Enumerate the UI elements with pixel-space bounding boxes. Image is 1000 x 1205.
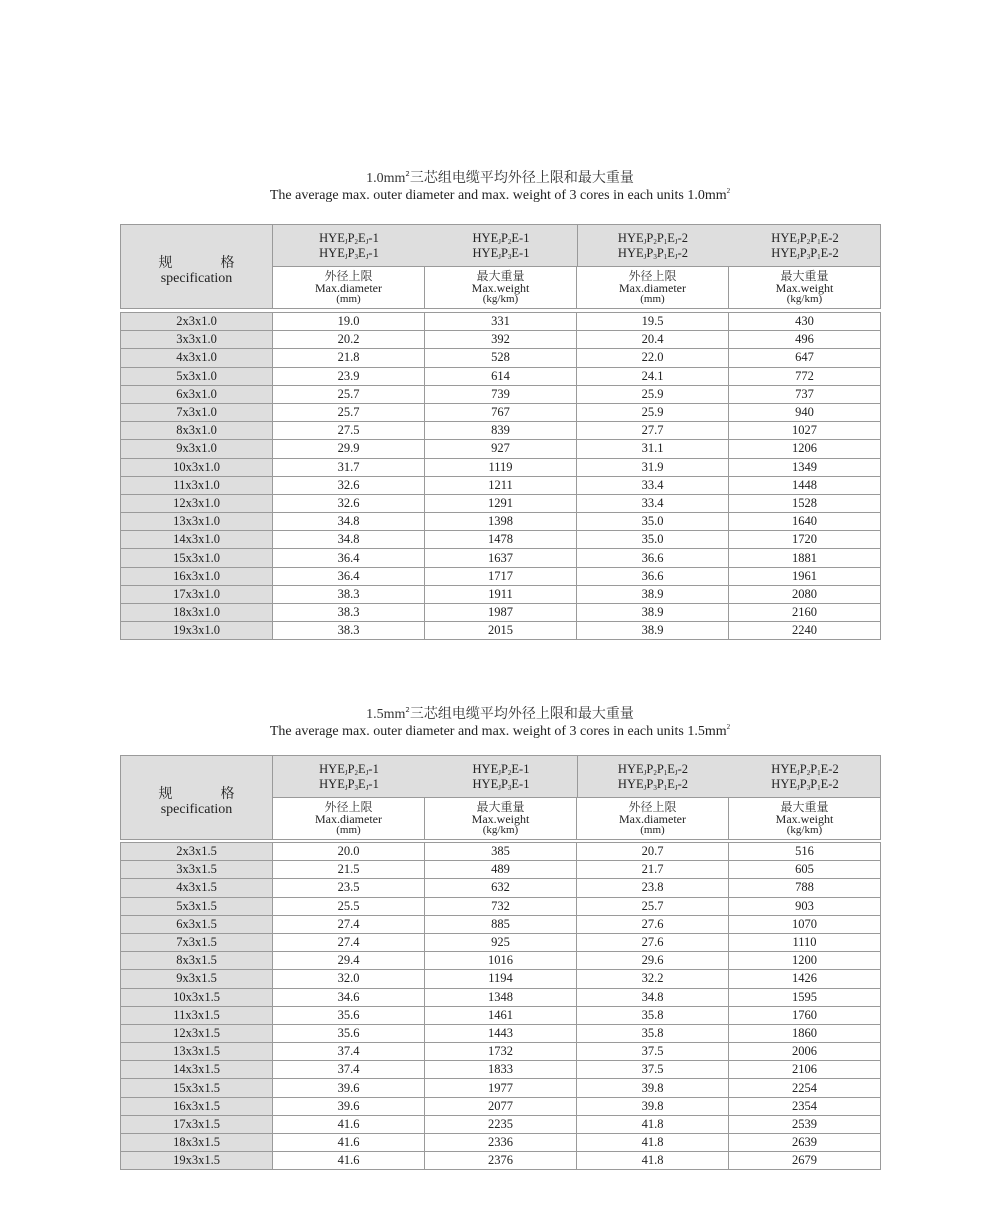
unit-cn: 外径上限	[324, 800, 373, 814]
diameter-cell: 35.0	[577, 531, 729, 549]
weight-cell: 1961	[729, 567, 881, 585]
spec-cell: 12x3x1.5	[121, 1024, 273, 1042]
table-row	[121, 1152, 881, 1170]
diameter-cell: 25.5	[273, 897, 425, 915]
spec-cell: 19x3x1.5	[121, 1152, 273, 1170]
diameter-cell: 25.7	[273, 385, 425, 403]
weight-cell: 331	[425, 313, 577, 331]
diameter-cell: 23.8	[577, 879, 729, 897]
table-header	[120, 224, 881, 309]
unit-header-2	[425, 798, 577, 839]
table-row	[121, 970, 881, 988]
weight-cell: 2077	[425, 1097, 577, 1115]
diameter-cell: 41.6	[273, 1134, 425, 1152]
weight-cell: 927	[425, 440, 577, 458]
spec-cell: 19x3x1.0	[121, 622, 273, 640]
spec-cell: 17x3x1.0	[121, 585, 273, 603]
weight-cell: 1987	[425, 604, 577, 622]
spec-cell: 8x3x1.0	[121, 422, 273, 440]
diameter-cell: 35.6	[273, 1024, 425, 1042]
diameter-cell: 37.4	[273, 1043, 425, 1061]
table-row	[121, 897, 881, 915]
diameter-cell: 39.8	[577, 1097, 729, 1115]
spec-cell: 11x3x1.0	[121, 476, 273, 494]
weight-cell: 1443	[425, 1024, 577, 1042]
spec-en: specification	[160, 802, 233, 817]
table-row	[121, 1006, 881, 1024]
weight-cell: 1349	[729, 458, 881, 476]
diameter-cell: 35.0	[577, 513, 729, 531]
weight-cell: 2354	[729, 1097, 881, 1115]
title-sup: 2	[405, 706, 410, 714]
table-title-cn	[0, 706, 1000, 723]
table-section-1p5	[0, 706, 1000, 740]
spec-cell: 11x3x1.5	[121, 1006, 273, 1024]
weight-cell: 2160	[729, 604, 881, 622]
spec-cell: 13x3x1.5	[121, 1043, 273, 1061]
diameter-cell: 27.5	[273, 422, 425, 440]
table-title-cn	[0, 170, 1000, 187]
weight-cell: 1595	[729, 988, 881, 1006]
title-sup: 2	[405, 170, 410, 178]
weight-cell: 1348	[425, 988, 577, 1006]
model-header-1: $HYE_JP_2E_J-1$ $HYE_JP_3E_J-1$	[319, 231, 379, 261]
table-body	[120, 312, 881, 640]
diameter-cell: 25.9	[577, 385, 729, 403]
weight-cell: 2254	[729, 1079, 881, 1097]
unit-kgkm: (kg/km)	[786, 824, 823, 836]
table-body	[120, 842, 881, 1170]
model-header-4: $HYE_JP_2P_1E-2$ $HYE_JP_3P_1E-2$	[771, 762, 839, 792]
table-row	[121, 549, 881, 567]
diameter-cell: 36.4	[273, 567, 425, 585]
weight-cell: 1911	[425, 585, 577, 603]
diameter-cell: 29.6	[577, 952, 729, 970]
weight-cell: 1200	[729, 952, 881, 970]
unit-kgkm: (kg/km)	[482, 293, 519, 305]
unit-mm: (mm)	[640, 293, 665, 305]
table-row	[121, 915, 881, 933]
spec-cell: 15x3x1.0	[121, 549, 273, 567]
unit-cn: 外径上限	[628, 269, 677, 283]
unit-header-3	[577, 267, 729, 308]
spec-cn-1: 规	[158, 255, 173, 271]
unit-mm: (mm)	[640, 824, 665, 836]
diameter-cell: 29.9	[273, 440, 425, 458]
diameter-cell: 36.4	[273, 549, 425, 567]
table-row	[121, 861, 881, 879]
diameter-cell: 25.7	[577, 897, 729, 915]
weight-cell: 1760	[729, 1006, 881, 1024]
diameter-cell: 38.9	[577, 604, 729, 622]
diameter-cell: 27.6	[577, 933, 729, 951]
diameter-cell: 34.8	[577, 988, 729, 1006]
spec-cell: 7x3x1.0	[121, 403, 273, 421]
spec-cn-2: 格	[220, 255, 235, 271]
spec-cell: 5x3x1.5	[121, 897, 273, 915]
weight-cell: 392	[425, 331, 577, 349]
weight-cell: 1110	[729, 933, 881, 951]
unit-header-4	[729, 798, 880, 839]
weight-cell: 528	[425, 349, 577, 367]
diameter-cell: 35.8	[577, 1024, 729, 1042]
table-row	[121, 1061, 881, 1079]
weight-cell: 737	[729, 385, 881, 403]
diameter-cell: 27.4	[273, 915, 425, 933]
diameter-cell: 25.9	[577, 403, 729, 421]
table-row	[121, 440, 881, 458]
unit-mm: (mm)	[336, 293, 361, 305]
diameter-cell: 37.4	[273, 1061, 425, 1079]
weight-cell: 1461	[425, 1006, 577, 1024]
diameter-cell: 31.9	[577, 458, 729, 476]
spec-cell: 14x3x1.0	[121, 531, 273, 549]
weight-cell: 496	[729, 331, 881, 349]
unit-header-row	[273, 267, 880, 308]
title-size: 1.5mm	[366, 707, 406, 722]
unit-cn: 最大重量	[476, 269, 525, 283]
spec-cell: 18x3x1.5	[121, 1134, 273, 1152]
weight-cell: 739	[425, 385, 577, 403]
diameter-cell: 39.6	[273, 1097, 425, 1115]
diameter-cell: 32.0	[273, 970, 425, 988]
weight-cell: 788	[729, 879, 881, 897]
table-row	[121, 367, 881, 385]
diameter-cell: 39.8	[577, 1079, 729, 1097]
unit-kgkm: (kg/km)	[786, 293, 823, 305]
weight-cell: 489	[425, 861, 577, 879]
weight-cell: 1881	[729, 549, 881, 567]
model-header-3: $HYE_JP_2P_1E_J-2$ $HYE_JP_3P_1E_J-2$	[617, 231, 689, 261]
table-row	[121, 843, 881, 861]
spec-cell: 5x3x1.0	[121, 367, 273, 385]
spec-cell: 14x3x1.5	[121, 1061, 273, 1079]
table-row	[121, 1115, 881, 1133]
unit-header-row	[273, 798, 880, 839]
diameter-cell: 38.3	[273, 604, 425, 622]
weight-cell: 2376	[425, 1152, 577, 1170]
weight-cell: 647	[729, 349, 881, 367]
table-row	[121, 513, 881, 531]
title-cn-text: 三芯组电缆平均外径上限和最大重量	[409, 706, 634, 722]
weight-cell: 2336	[425, 1134, 577, 1152]
diameter-cell: 37.5	[577, 1043, 729, 1061]
weight-cell: 903	[729, 897, 881, 915]
unit-mm: (mm)	[336, 824, 361, 836]
weight-cell: 767	[425, 403, 577, 421]
weight-cell: 1448	[729, 476, 881, 494]
spec-cell: 13x3x1.0	[121, 513, 273, 531]
table-row	[121, 933, 881, 951]
weight-cell: 1398	[425, 513, 577, 531]
unit-en: Max.diameter	[619, 281, 686, 295]
table-row	[121, 879, 881, 897]
model-header-1: $HYE_JP_2E_J-1$ $HYE_JP_3E_J-1$	[319, 762, 379, 792]
diameter-cell: 36.6	[577, 567, 729, 585]
table-row	[121, 313, 881, 331]
diameter-cell: 32.6	[273, 476, 425, 494]
weight-cell: 1860	[729, 1024, 881, 1042]
weight-cell: 2235	[425, 1115, 577, 1133]
diameter-cell: 23.9	[273, 367, 425, 385]
model-header-2: $HYE_JP_2E-1$ $HYE_JP_3E-1$	[472, 762, 530, 792]
table-row	[121, 385, 881, 403]
spec-cn-1: 规	[158, 786, 173, 802]
diameter-cell: 41.8	[577, 1115, 729, 1133]
unit-header-1	[273, 798, 425, 839]
table-row	[121, 622, 881, 640]
table-row	[121, 403, 881, 421]
unit-cn: 最大重量	[780, 800, 829, 814]
spec-cell: 2x3x1.0	[121, 313, 273, 331]
weight-cell: 1977	[425, 1079, 577, 1097]
spec-cell: 8x3x1.5	[121, 952, 273, 970]
unit-header-4	[729, 267, 880, 308]
table-header	[120, 755, 881, 840]
diameter-cell: 21.7	[577, 861, 729, 879]
unit-en: Max.weight	[775, 281, 834, 295]
weight-cell: 1291	[425, 494, 577, 512]
diameter-cell: 19.5	[577, 313, 729, 331]
spec-cell: 3x3x1.0	[121, 331, 273, 349]
diameter-cell: 38.3	[273, 622, 425, 640]
table-row	[121, 494, 881, 512]
weight-cell: 772	[729, 367, 881, 385]
weight-cell: 1640	[729, 513, 881, 531]
table-row	[121, 1079, 881, 1097]
table-row	[121, 952, 881, 970]
weight-cell: 2240	[729, 622, 881, 640]
title-en-sup: 2	[726, 723, 731, 731]
unit-cn: 最大重量	[780, 269, 829, 283]
unit-en: Max.diameter	[315, 281, 382, 295]
weight-cell: 1194	[425, 970, 577, 988]
diameter-cell: 41.8	[577, 1134, 729, 1152]
spec-cell: 2x3x1.5	[121, 843, 273, 861]
unit-en: Max.weight	[471, 281, 530, 295]
model-header-2: $HYE_JP_2E-1$ $HYE_JP_3E-1$	[472, 231, 530, 261]
weight-cell: 940	[729, 403, 881, 421]
spec-header-cell	[121, 756, 273, 839]
weight-cell: 1720	[729, 531, 881, 549]
spec-cell: 18x3x1.0	[121, 604, 273, 622]
diameter-cell: 21.5	[273, 861, 425, 879]
spec-cell: 4x3x1.0	[121, 349, 273, 367]
weight-cell: 1206	[729, 440, 881, 458]
diameter-cell: 29.4	[273, 952, 425, 970]
diameter-cell: 27.4	[273, 933, 425, 951]
spec-cell: 10x3x1.0	[121, 458, 273, 476]
title-cn-text: 三芯组电缆平均外径上限和最大重量	[409, 170, 634, 186]
diameter-cell: 34.8	[273, 531, 425, 549]
weight-cell: 1211	[425, 476, 577, 494]
table-row	[121, 422, 881, 440]
diameter-cell: 25.7	[273, 403, 425, 421]
diameter-cell: 20.4	[577, 331, 729, 349]
weight-cell: 1717	[425, 567, 577, 585]
table-section-1p0	[0, 170, 1000, 204]
diameter-cell: 38.3	[273, 585, 425, 603]
weight-cell: 2080	[729, 585, 881, 603]
weight-cell: 885	[425, 915, 577, 933]
weight-cell: 1016	[425, 952, 577, 970]
table-row	[121, 604, 881, 622]
table-row	[121, 331, 881, 349]
weight-cell: 732	[425, 897, 577, 915]
title-en-text: The average max. outer diameter and max. weight of 3 cores in each units 1.5mm	[269, 724, 727, 739]
table-row	[121, 349, 881, 367]
spec-cn-2: 格	[220, 786, 235, 802]
weight-cell: 385	[425, 843, 577, 861]
diameter-cell: 31.7	[273, 458, 425, 476]
spec-cell: 9x3x1.5	[121, 970, 273, 988]
weight-cell: 1027	[729, 422, 881, 440]
unit-en: Max.diameter	[315, 812, 382, 826]
weight-cell: 1732	[425, 1043, 577, 1061]
unit-en: Max.weight	[471, 812, 530, 826]
weight-cell: 516	[729, 843, 881, 861]
weight-cell: 2006	[729, 1043, 881, 1061]
diameter-cell: 19.0	[273, 313, 425, 331]
unit-cn: 最大重量	[476, 800, 525, 814]
weight-cell: 614	[425, 367, 577, 385]
weight-cell: 925	[425, 933, 577, 951]
spec-cell: 16x3x1.0	[121, 567, 273, 585]
spec-cell: 12x3x1.0	[121, 494, 273, 512]
spec-header-cell	[121, 225, 273, 308]
spec-cell: 4x3x1.5	[121, 879, 273, 897]
table-row	[121, 1043, 881, 1061]
unit-cn: 外径上限	[628, 800, 677, 814]
table-row	[121, 567, 881, 585]
table-row	[121, 458, 881, 476]
spec-cell: 9x3x1.0	[121, 440, 273, 458]
unit-header-3	[577, 798, 729, 839]
diameter-cell: 39.6	[273, 1079, 425, 1097]
title-en-text: The average max. outer diameter and max. weight of 3 cores in each units 1.0mm	[269, 188, 727, 203]
diameter-cell: 32.2	[577, 970, 729, 988]
weight-cell: 1070	[729, 915, 881, 933]
table-title-en	[0, 723, 1000, 740]
unit-kgkm: (kg/km)	[482, 824, 519, 836]
spec-cell: 6x3x1.0	[121, 385, 273, 403]
diameter-cell: 27.7	[577, 422, 729, 440]
diameter-cell: 34.8	[273, 513, 425, 531]
diameter-cell: 38.9	[577, 622, 729, 640]
table-row	[121, 585, 881, 603]
diameter-cell: 33.4	[577, 476, 729, 494]
diameter-cell: 37.5	[577, 1061, 729, 1079]
table-title-en	[0, 187, 1000, 204]
spec-table-1p0	[120, 224, 881, 638]
diameter-cell: 20.7	[577, 843, 729, 861]
weight-cell: 2106	[729, 1061, 881, 1079]
title-size: 1.0mm	[366, 171, 406, 186]
diameter-cell: 35.6	[273, 1006, 425, 1024]
weight-cell: 1478	[425, 531, 577, 549]
spec-cell: 16x3x1.5	[121, 1097, 273, 1115]
weight-cell: 2015	[425, 622, 577, 640]
spec-cell: 17x3x1.5	[121, 1115, 273, 1133]
model-header-3: $HYE_JP_2P_1E_J-2$ $HYE_JP_3P_1E_J-2$	[617, 762, 689, 792]
table-row	[121, 1134, 881, 1152]
weight-cell: 2539	[729, 1115, 881, 1133]
table-row	[121, 531, 881, 549]
diameter-cell: 33.4	[577, 494, 729, 512]
diameter-cell: 23.5	[273, 879, 425, 897]
diameter-cell: 41.8	[577, 1152, 729, 1170]
diameter-cell: 41.6	[273, 1115, 425, 1133]
diameter-cell: 21.8	[273, 349, 425, 367]
diameter-cell: 31.1	[577, 440, 729, 458]
spec-en: specification	[160, 271, 233, 286]
weight-cell: 605	[729, 861, 881, 879]
diameter-cell: 27.6	[577, 915, 729, 933]
weight-cell: 2679	[729, 1152, 881, 1170]
diameter-cell: 32.6	[273, 494, 425, 512]
table-row	[121, 1097, 881, 1115]
unit-header-2	[425, 267, 577, 308]
spec-cell: 3x3x1.5	[121, 861, 273, 879]
weight-cell: 1426	[729, 970, 881, 988]
diameter-cell: 20.0	[273, 843, 425, 861]
model-header-4: $HYE_JP_2P_1E-2$ $HYE_JP_3P_1E-2$	[771, 231, 839, 261]
weight-cell: 1528	[729, 494, 881, 512]
table-row	[121, 476, 881, 494]
weight-cell: 1833	[425, 1061, 577, 1079]
diameter-cell: 22.0	[577, 349, 729, 367]
diameter-cell: 38.9	[577, 585, 729, 603]
unit-en: Max.weight	[775, 812, 834, 826]
spec-cell: 10x3x1.5	[121, 988, 273, 1006]
unit-header-1	[273, 267, 425, 308]
weight-cell: 632	[425, 879, 577, 897]
table-row	[121, 1024, 881, 1042]
diameter-cell: 41.6	[273, 1152, 425, 1170]
diameter-cell: 35.8	[577, 1006, 729, 1024]
weight-cell: 2639	[729, 1134, 881, 1152]
weight-cell: 1119	[425, 458, 577, 476]
diameter-cell: 36.6	[577, 549, 729, 567]
spec-table-1p5	[120, 755, 881, 1168]
diameter-cell: 34.6	[273, 988, 425, 1006]
weight-cell: 839	[425, 422, 577, 440]
weight-cell: 430	[729, 313, 881, 331]
title-en-sup: 2	[726, 187, 731, 195]
unit-en: Max.diameter	[619, 812, 686, 826]
spec-cell: 15x3x1.5	[121, 1079, 273, 1097]
table-row	[121, 988, 881, 1006]
diameter-cell: 24.1	[577, 367, 729, 385]
spec-cell: 7x3x1.5	[121, 933, 273, 951]
spec-cell: 6x3x1.5	[121, 915, 273, 933]
unit-cn: 外径上限	[324, 269, 373, 283]
weight-cell: 1637	[425, 549, 577, 567]
diameter-cell: 20.2	[273, 331, 425, 349]
